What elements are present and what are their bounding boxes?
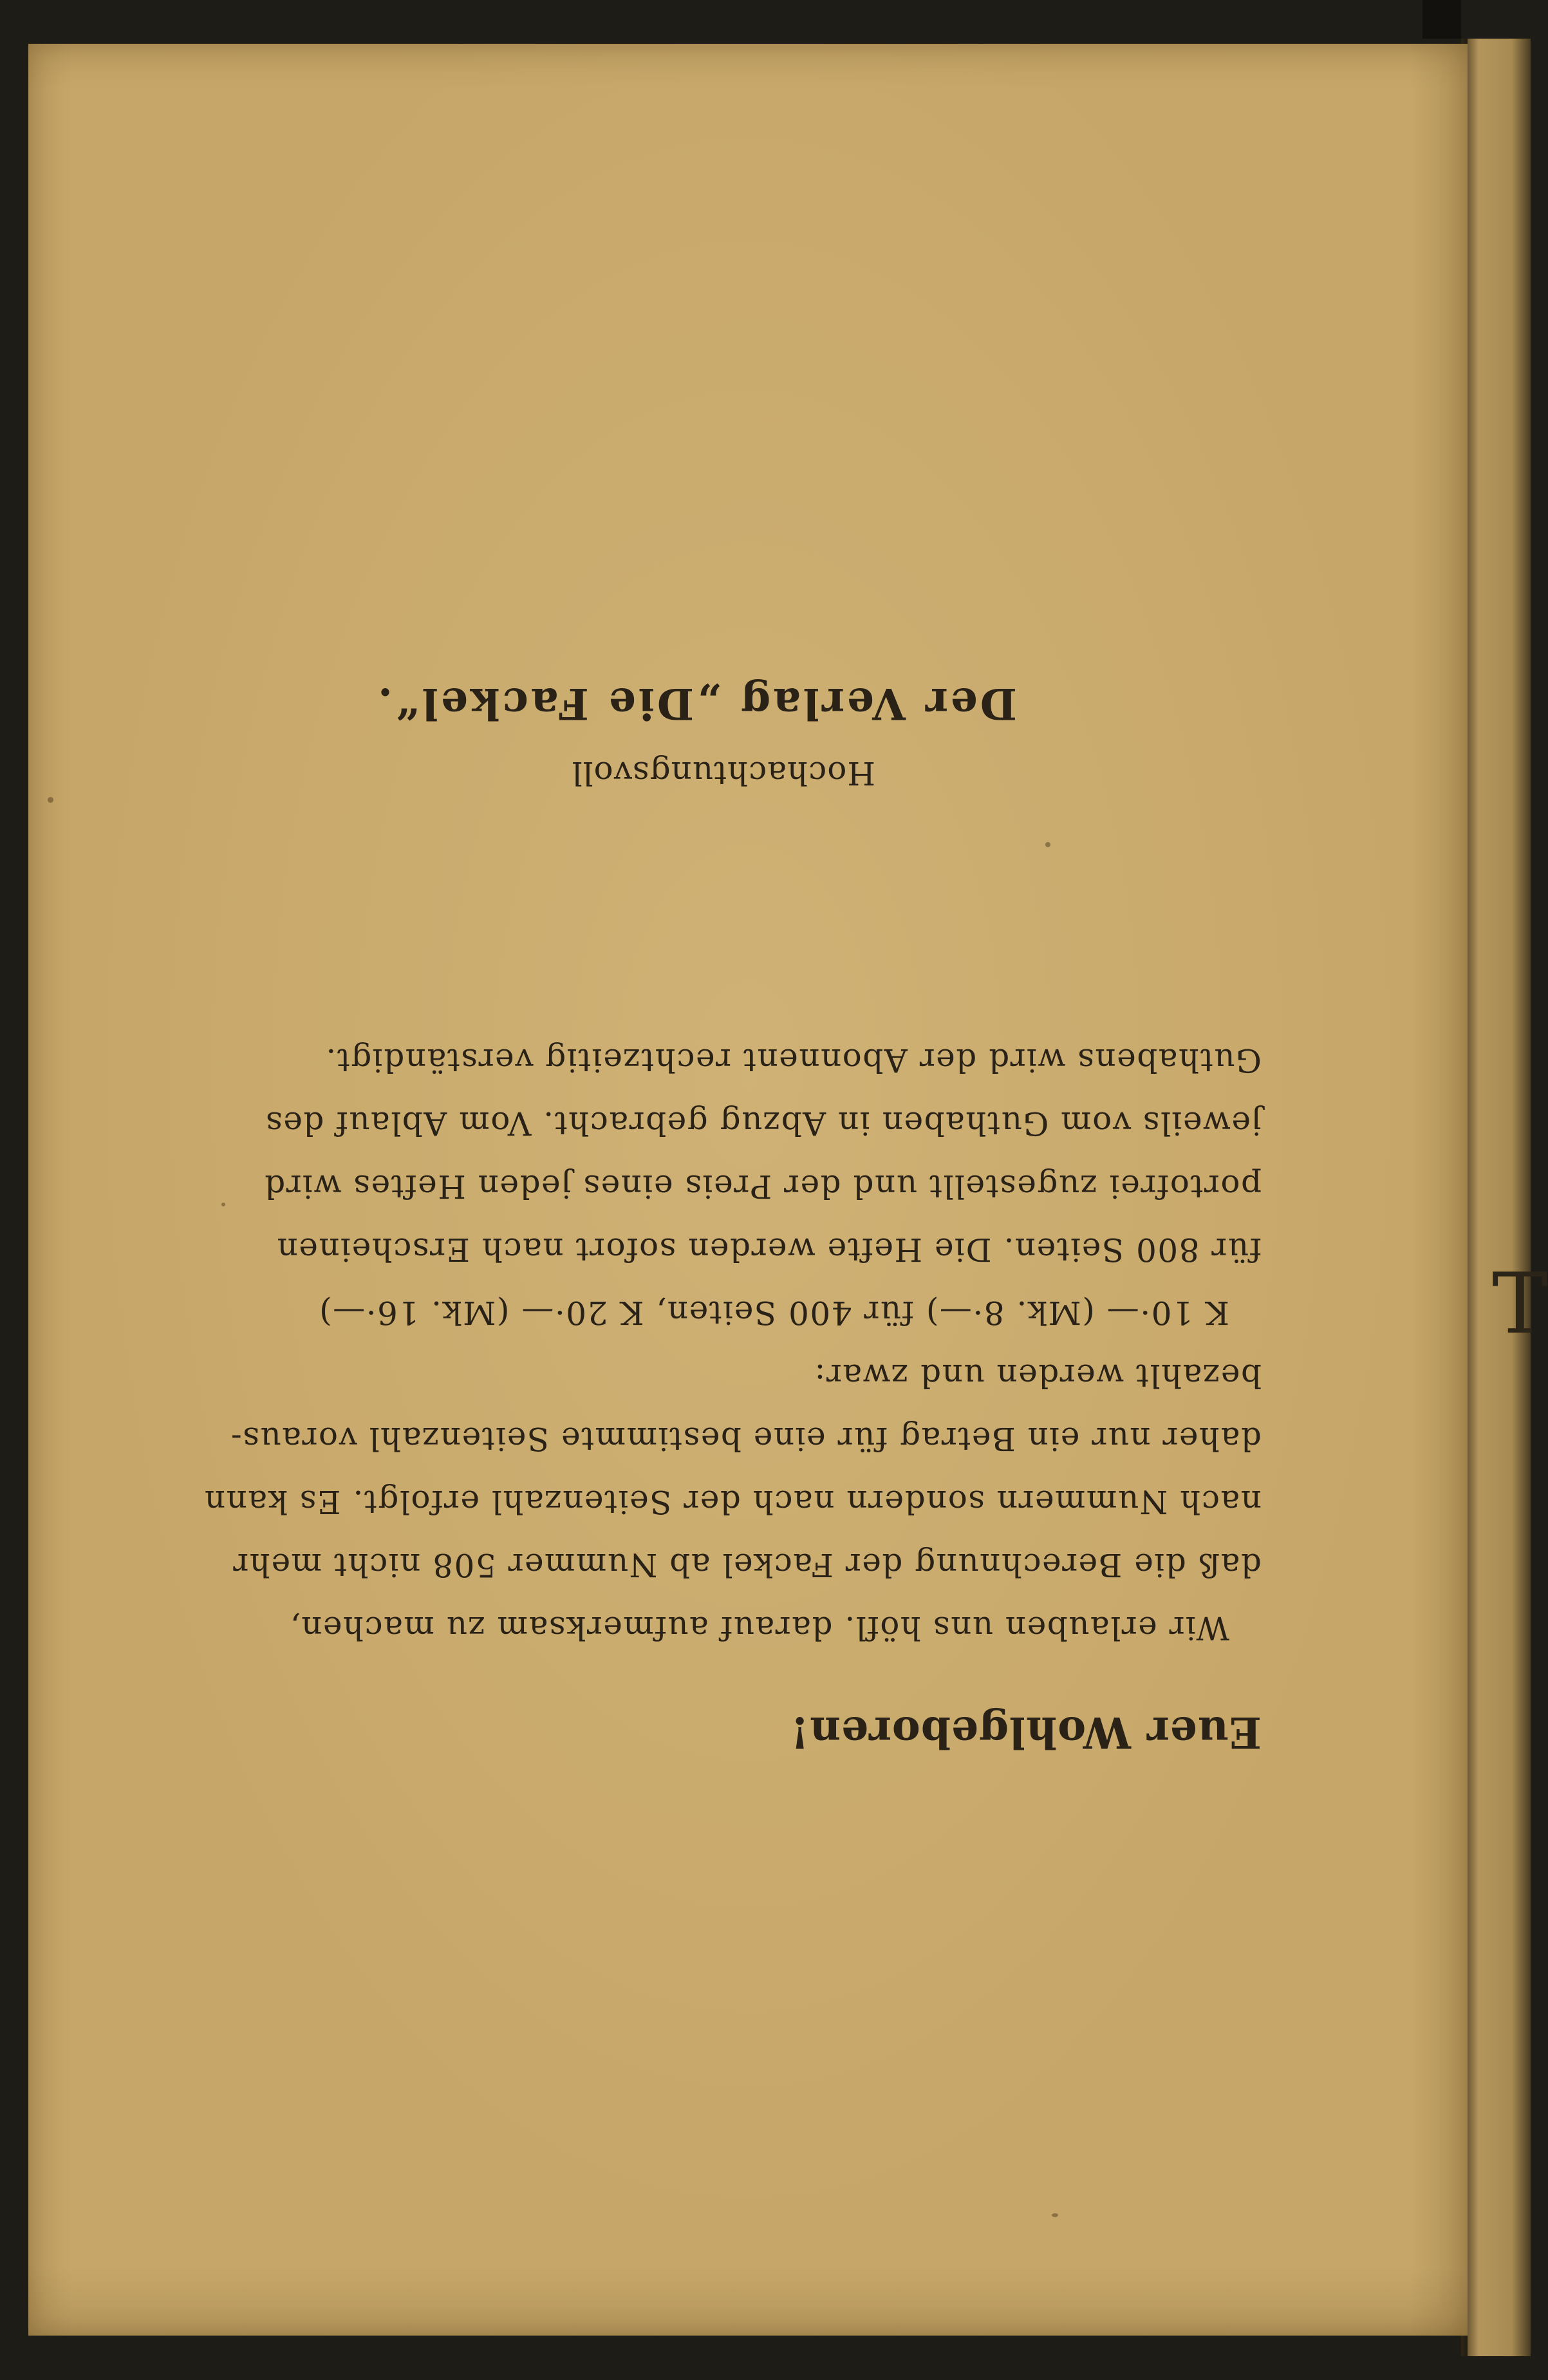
letter-line: bezahlt werden und zwar: <box>814 1357 1262 1394</box>
paper-speck <box>221 1203 225 1206</box>
next-page-edge <box>1468 39 1531 2356</box>
paper-speck <box>48 797 53 803</box>
letter-line: portofrei zugestellt und der Preis eines jeden Heftes wird <box>263 1168 1262 1205</box>
letter-closing: Hochachtungsvoll <box>571 754 875 792</box>
letter-line: K 10·— (Mk. 8·—) für 400 Seiten, K 20·— (Mk. 16·—) <box>318 1294 1229 1331</box>
letter-text-upside-down <box>203 663 1262 1757</box>
letter-line: nach Nummern sondern nach der Seitenzahl erfolgt. Es kann <box>203 1483 1262 1521</box>
paper-speck <box>1052 2213 1058 2217</box>
publisher-signature: Der Verlag „Die Fackel“. <box>375 679 1017 729</box>
letter-line: daher nur ein Betrag für eine bestimmte Seitenzahl voraus- <box>230 1420 1262 1457</box>
next-page-letter-fragment: T <box>1492 1255 1548 1353</box>
letter-greeting: Euer Wohlgeboren! <box>790 1707 1262 1757</box>
letter-line: Guthabens wird der Abonnent rechtzeitig verständigt. <box>324 1042 1262 1079</box>
corner-shadow <box>1422 0 1461 39</box>
letter-line: Wir erlauben uns höfl. darauf aufmerksam zu machen, <box>289 1609 1229 1647</box>
letter-line: für 800 Seiten. Die Hefte werden sofort nach Erscheinen <box>276 1231 1262 1268</box>
letter-line: jeweils vom Guthaben in Abzug gebracht. Vom Ablauf des <box>265 1105 1262 1142</box>
letter-line: daß die Berechnung der Fackel ab Nummer 508 nicht mehr <box>232 1546 1262 1584</box>
